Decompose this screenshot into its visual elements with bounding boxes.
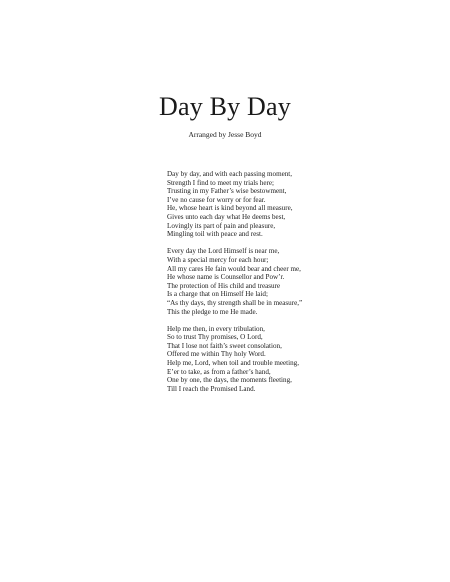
poem-line: One by one, the days, the moments fleeting, (167, 376, 292, 385)
poem-line: Gives unto each day what He deems best, (167, 212, 286, 221)
poem-line: Till I reach the Promised Land. (167, 384, 256, 393)
poem-body (167, 170, 417, 402)
poem-line: E’er to take, as from a father’s hand, (167, 367, 271, 376)
poem-line: Strength I find to meet my trials here; (167, 178, 274, 187)
stanza-2 (167, 247, 417, 316)
poem-line: Help me, Lord, when toil and trouble meeting, (167, 359, 299, 368)
poem-line: He whose name is Counsellor and Pow’r. (167, 273, 285, 282)
poem-line: Offered me within Thy holy Word. (167, 350, 266, 359)
poem-line: Every day the Lord Himself is near me, (167, 247, 280, 256)
poem-line: Trusting in my Father’s wise bestowment, (167, 187, 287, 196)
poem-line: With a special mercy for each hour; (167, 255, 269, 264)
poem-line: That I lose not faith’s sweet consolation, (167, 341, 282, 350)
poem-line: This the pledge to me He made. (167, 307, 258, 316)
page-title: Day By Day (159, 92, 291, 121)
poem-line: He, whose heart is kind beyond all measure, (167, 204, 293, 213)
arranger-credit: Arranged by Jesse Boyd (188, 130, 262, 139)
poem-line: The protection of His child and treasure (167, 281, 281, 290)
poem-line: I’ve no cause for worry or for fear. (167, 195, 266, 204)
poem-line: Help me then, in every tribulation, (167, 324, 265, 333)
poem-line: Is a charge that on Himself He laid; (167, 290, 268, 299)
poem-line: Mingling toil with peace and rest. (167, 230, 263, 239)
stanza-1 (167, 170, 417, 239)
poem-line: All my cares He fain would bear and cheer me, (167, 264, 301, 273)
poem-line: “As thy days, thy strength shall be in measure,” (167, 298, 303, 307)
poem-line: Lovingly its part of pain and pleasure, (167, 221, 276, 230)
poem-line: So to trust Thy promises, O Lord, (167, 333, 263, 342)
poem-line: Day by day, and with each passing moment, (167, 170, 293, 178)
stanza-3 (167, 325, 417, 394)
